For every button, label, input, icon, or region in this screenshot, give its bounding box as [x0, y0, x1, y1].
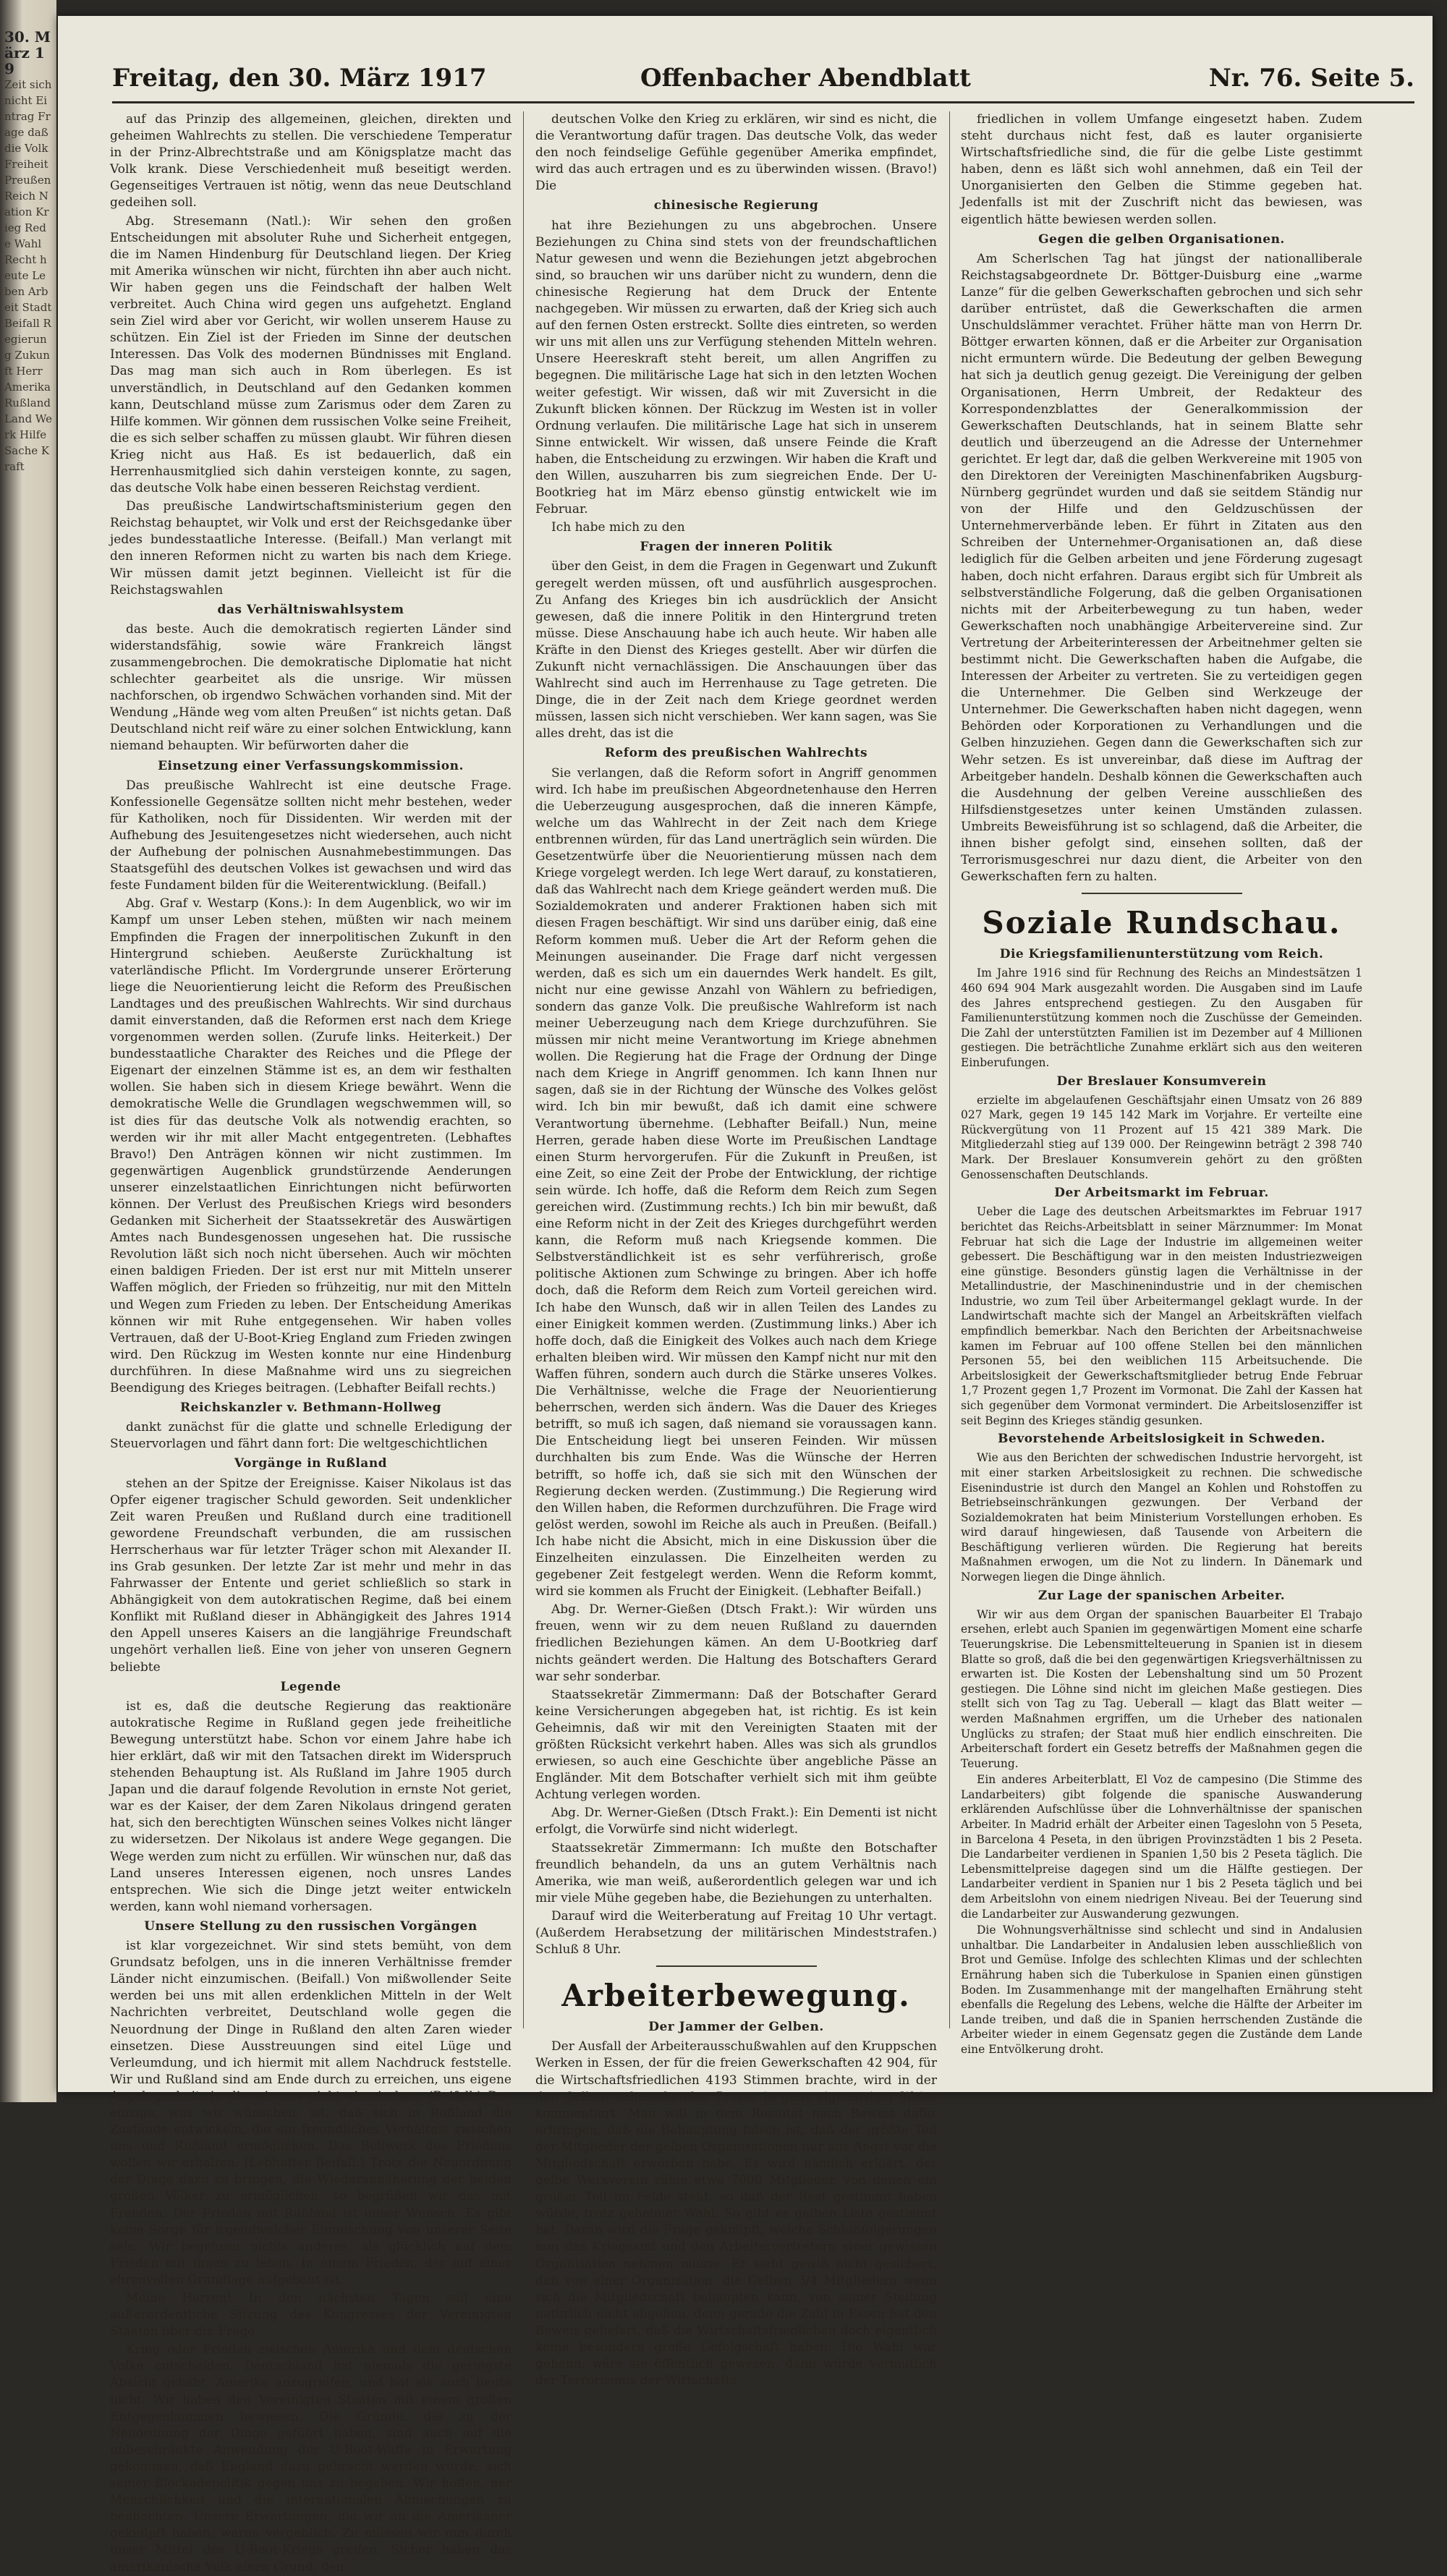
- paragraph: Staatssekretär Zimmermann: Ich mußte den Botschafter freundlich behandeln, da uns an gutem Verhältnis nach Amerika, wie man weiß, außerordentlich gelegen war und ich mir viele Mühe gegeben habe, die Beziehungen zu unterhalten.: [535, 1840, 937, 1905]
- paragraph: friedlichen in vollem Umfange eingesetzt haben. Zudem steht durchaus nicht fest, daß es lauter organisierte Wirtschaftsfriedliche sind, die für die gelbe Liste gestimmt haben, denn es läßt sich wohl annehmen, daß ein Teil der Unorganisierten den Gelben die Stimme gegeben hat. Jedenfalls ist mit der Zuschrift nicht das bewiesen, was eigentlich hätte bewiesen werden sollen.: [961, 112, 1362, 227]
- paragraph: erzielte im abgelaufenen Geschäftsjahr einen Umsatz von 26 889 027 Mark, gegen 19 145 142 Mark im Vorjahre. Er verteilte eine Rückvergütung von 11 Prozent auf 15 421 389 Mark. Die Mitgliederzahl stieg auf 139 000. Der Reingewinn beträgt 2 398 740 Mark. Der Breslauer Konsumverein gehört zu den größten Genossenschaften Deutschlands.: [961, 1093, 1362, 1181]
- adjacent-page-body: Zeit sich nicht Eintrag Frage daß die Volk Freiheit Preußen Reich Nation Krieg Rede Wahl Recht heute Leben Arbeit Stadt Beifall Regierung Zukunft Herr Amerika Rußland Land Werk Hilfe Sache Kraft: [4, 78, 53, 473]
- section-heading: Fragen der inneren Politik: [640, 540, 833, 555]
- paragraph: Abg. Dr. Werner-Gießen (Dtsch Frakt.): Wir würden uns freuen, wenn wir zu dem neuen Rußland zu dauernden friedlichen Beziehungen kämen. An dem U-Bootkrieg darf nichts geändert werden. Die Haltung des Botschafters Gerard war sehr sonderbar.: [535, 1602, 937, 1684]
- paragraph: deutschen Volke den Krieg zu erklären, wir sind es nicht, die die Verantwortung dafür tragen. Das deutsche Volk, das weder den noch feindselige Gefühle gegenüber Amerika empfindet, wird das auch ertragen und es zu überwinden wissen. (Bravo!) Die: [535, 112, 937, 194]
- paragraph: Am Scherlschen Tag hat jüngst der nationalliberale Reichstagsabgeordnete Dr. Böttger-Duisburg eine „warme Lanze“ für die gelben Gewerkschaften gebrochen und sich sehr darüber entrüstet, daß die Gewerkschaften die armen Unschuldslämmer verachtet. Früher hätte man von Herrn Dr. Böttger erwarten können, daß er die Arbeiter zur Organisation nicht ermuntern würde. Die Bedeutung der gelben Bewegung hat sich ja deutlich genug gezeigt. Die Vereinigung der gelben Organisationen, Herrn Umbreit, der Redakteur des Korrespondenzblattes der Generalkommission der Gewerkschaften Deutschlands, hat in seinem Blatte sehr deutlich und überzeugend an die Adresse der Unternehmer gerichtet. Er legt dar, daß die gelben Werkvereine mit 1905 von den Direktoren der Vereinigten Maschinenfabriken Augsburg-Nürnberg gegründet wurden und daß sie seitdem Ständig nur von der Hilfe und den Geldzuschüssen der Unternehmerverbände leben. Er führt in Zitaten aus den Schreiben der Unternehmer-Organisationen an, daß diese lediglich für die Gelben arbeiten und jene Förderung zugesagt haben, doch nicht erfahren. Daraus ergibt sich für Umbreit als selbstverständliche Folgerung, daß die gelben Organisationen nichts mit der Arbeiterbewegung zu tun haben, weder Gewerkschaften noch unabhängige Arbeitervereine sind. Zur Vertretung der Arbeiterinteressen der Arbeitnehmer gelten sie bestimmt nicht. Die Gewerkschaften haben die Aufgabe, die Interessen der Arbeiter zu vertreten. Sie zu verteidigen gegen die Unternehmer. Die Gelben sind Werkzeuge der Unternehmer. Die Gewerkschaften haben nicht dagegen, wenn Behörden oder Korporationen zu Verhandlungen und die Gelben hinzuziehen. Gegen dann die Gewerkschaften sich zur Wehr setzen. Es ist unvereinbar, daß diese im Auftrag der Arbeitgeber handeln. Deshalb können die Gewerkschaften auch die Ausdehnung der gelben Vereine ausschließen des Hilfsdienstgesetzes unter keinen Umständen zulassen. Umbreits Beweisführung ist so schlagend, daß die Arbeiter, die ihnen bisher gefolgt sind, einsehen sollten, daß der Terrorismusgeschrei nur dazu dient, die Arbeiter von den Gewerkschaften fern zu halten.: [961, 251, 1362, 885]
- paragraph: Abg. Stresemann (Natl.): Wir sehen den großen Entscheidungen mit absoluter Ruhe und Sicherheit entgegen, die im Namen Hindenburg für Deutschland liegen. Der Krieg mit Amerika wünschen wir nicht, fürchten ihn aber auch nicht. Wir haben gegen uns die Feindschaft der halben Welt verbreitet. Auch China wird gegen uns aufgehetzt. England sein Ziel wird aber vor Gericht, wir wollen unserem Hause zu schützen. Ein Ziel ist der Frieden im Sinne der deutschen Interessen. Das Volk des modernen Bündnisses mit England. Das mag man sich auch in Rom überlegen. Es ist unverständlich, in Deutschland auf den Gedanken kommen kann, Deutschland müsse zum Zarismus oder dem Zaren zu Hilfe kommen. Wir gönnen dem russischen Volke seine Freiheit, die es sich selber schaffen zu müssen glaubt. Wir führen diesen Krieg nicht aus Haß. Es ist bedauerlich, daß ein Herrenhausmitglied sich dahin versteigen konnte, zu sagen, das deutsche Volk habe einen besseren Reichstag verdient.: [110, 213, 512, 496]
- paragraph: Ein anderes Arbeiterblatt, El Voz de campesino (Die Stimme des Landarbeiters) gibt folgende die spanische Auswanderung erklärenden Aufschlüsse über die Lohnverhältnisse der spanischen Arbeiter. In Madrid erhält der Arbeiter einen Tageslohn von 5 Peseta, in Barcelona 4 Peseta, in den übrigen Provinzstädten 1 bis 2 Peseta. Die Landarbeiter verdienen in Spanien 1,50 bis 2 Peseta täglich. Die Lebensmittelpreise dagegen sind um die Hälfte gestiegen. Der Landarbeiter verdient in Spanien nur 1 bis 2 Peseta täglich und bei dem Arbeitslohn von einem niedrigen Niveau. Bei der Teuerung sind die Landarbeiter zur Auswanderung gezwungen.: [961, 1773, 1362, 1921]
- section-title: Soziale Rundschau.: [982, 905, 1341, 941]
- paragraph: Das preußische Wahlrecht ist eine deutsche Frage. Konfessionelle Gegensätze sollten nicht mehr bestehen, weder für Katholiken, noch für Dissidenten. Wir werden mit der Aufhebung des Jesuitengesetzes nicht wiedersehen, auch nicht der Aufhebung der polnischen Ausnahmebestimmungen. Das Staatsgefühl des deutschen Volkes ist gewachsen und wird das feste Fundament bilden für die Weiterentwicklung. (Beifall.): [110, 778, 512, 893]
- header-date: Freitag, den 30. März 1917: [112, 64, 487, 93]
- adjacent-page-strip: [0, 0, 56, 2102]
- section-heading: Der Jammer der Gelben.: [648, 2020, 824, 2035]
- column-divider: [949, 111, 950, 2028]
- paragraph: ist es, daß die deutsche Regierung das reaktionäre autokratische Regime in Rußland gegen jede freiheitliche Bewegung unterstützt habe. Schon vor einem Jahre habe ich hier erklärt, daß wir mit den Tatsachen direkt im Widerspruch stehenden Behauptung ist. Als Rußland im Jahre 1905 durch Japan und die darauf folgende Revolution in ernste Not geriet, war es der Kaiser, der dem Zaren Nikolaus dringend geraten hat, sich den berechtigten Wünschen seines Volkes nicht länger zu widersetzen. Der Nikolaus ist andere Wege gegangen. Die Wege werden zum nicht zu erfüllen. Wir wünschen nur, daß das Land unseres Interessen eigenen, noch unsres Landes entsprechen. Wie sich die Dinge jetzt weiter entwickeln werden, kann wohl niemand vorhersagen.: [110, 1699, 512, 1914]
- newspaper-page: [58, 16, 1433, 2575]
- paragraph: das beste. Auch die demokratisch regierten Länder sind widerstandsfähig, sowie wäre Frankreich längst zusammengebrochen. Die demokratische Diplomatie hat nicht schlechter gearbeitet als die unsrige. Wir müssen nachforschen, ob irgendwo Schwächen vorhanden sind. Mit der Wendung „Hände weg vom alten Preußen“ ist nichts getan. Daß Deutschland nicht reif wäre zu einer solchen Entwicklung, kann niemand behaupten. Wir befürworten daher die: [110, 621, 512, 754]
- section-heading: Reichskanzler v. Bethmann-Hollweg: [180, 1400, 441, 1416]
- paragraph: dankt zunächst für die glatte und schnelle Erledigung der Steuervorlagen und fährt dann fort: Die weltgeschichtlichen: [110, 1420, 512, 1452]
- section-heading: Unsere Stellung zu den russischen Vorgängen: [144, 1918, 478, 1934]
- column-2: [535, 111, 938, 2389]
- section-heading: Die Kriegsfamilienunterstützung vom Reich.: [999, 947, 1324, 962]
- paragraph: hat ihre Beziehungen zu uns abgebrochen. Unsere Beziehungen zu China sind stets von der freundschaftlichen Natur gewesen und wenn die Beziehungen jetzt abgebrochen sind, so brauchen wir uns darüber nicht zu wundern, denn die chinesische Regierung hat dem Druck der Entente nachgegeben. Wir müssen zu erwarten, daß der Krieg sich auch auf den fernen Osten erstreckt. Sollte dies eintreten, so werden wir uns mit allen uns zur Verfügung stehenden Mitteln wehren. Unsere Heereskraft steht bereit, um allen Angriffen zu begegnen. Die militärische Lage hat sich in den letzten Wochen weiter gefestigt. Wir wissen, daß wir mit Zuversicht in die Zukunft blicken können. Der Rückzug im Westen ist in voller Ordnung verlaufen. Die militärische Lage hat sich in unserem Sinne entwickelt. Wir wissen, daß unsere Feinde die Kraft haben, die Entscheidung zu erzwingen. Wir haben die Kraft und den Willen, auszuharren bis zum siegreichen Ende. Der U-Bootkrieg hat im März ebenso günstig entwickelt wie im Februar.: [535, 218, 937, 517]
- paragraph: Wir wir aus dem Organ der spanischen Bauarbeiter El Trabajo ersehen, erlebt auch Spanien im gegenwärtigen Moment eine scharfe Teuerungskrise. Die Lebensmittelteuerung in Spanien ist in diesem Blatte so groß, daß die bei den gegenwärtigen Kriegsverhältnissen zu erwarten ist. Die Kosten der Lebenshaltung sind um 50 Prozent gestiegen. Die Löhne sind nicht im gleichen Maße gestiegen. Dies stellt sich von Tag zu Tag. Ueberall — klagt das Blatt weiter — werden Maßnahmen ergriffen, um die Urheber des nationalen Unglücks zu strafen; der Staat muß hier endlich einschreiten. Die Arbeiterschaft fordert ein Gesetz betreffs der Maßnahmen gegen die Teuerung.: [961, 1607, 1362, 1770]
- paragraph: Abg. Graf v. Westarp (Kons.): In dem Augenblick, wo wir im Kampf um unser Leben stehen, müßten wir nach meinem Empfinden die Fragen der innerpolitischen Zukunft in den Hintergrund schieben. Aeußerste Zurückhaltung ist vaterländische Pflicht. Im Vordergrunde unserer Erörterung liege die Neuorientierung leicht die Reform des Preußischen Landtages und des preußischen Wahlrechts. Wir sind durchaus damit einverstanden, daß die Reformen erst nach dem Kriege vorgenommen werden sollen. (Zurufe links. Heiterkeit.) Der bundesstaatliche Charakter des Reiches und die Pflege der Eigenart der einzelnen Stämme ist es, an dem wir festhalten wollen. Sie haben sich in diesem Kriege bewährt. Wenn die demokratische Welle die Grundlagen wegschwemmen will, so ist dies für das deutsche Volk als notwendig erachten, so werden wir ihr mit aller Macht entgegentreten. (Lebhaftes Bravo!) Den Anträgen können wir nicht zustimmen. Im gegenwärtigen Augenblick grundstürzende Aenderungen unserer einzelstaatlichen Einrichtungen nicht befürworten können. Der Verlust des Preußischen Kriegs wird besonders Gedanken mit Sicherheit der Staatssekretär des Auswärtigen Amtes nach Bundesgenossen ungesehen hat. Die russische Revolution läßt sich noch nicht übersehen. Auch wir möchten einen baldigen Frieden. Der ist erst nur mit Mitteln unserer Waffen möglich, der Frieden so frühzeitig, nur mit den Mitteln und Wegen zum Frieden zu leben. Der Entscheidung Amerikas können wir mit Ruhe entgegensehen. Wir haben volles Vertrauen, daß der U-Boot-Krieg England zum Frieden zwingen wird. Den Rückzug im Westen konnte nur eine Hindenburg durchführen. In diese Maßnahme wird uns zu siegreichen Beendigung des Krieges beitragen. (Lebhafter Beifall rechts.): [110, 896, 512, 1396]
- paragraph: über den Geist, in dem die Fragen in Gegenwart und Zukunft geregelt werden müssen, oft und ausführlich ausgesprochen. Zu Anfang des Krieges bin ich ausdrücklich der Ansicht gewesen, daß die innere Politik in den Hintergrund treten müsse. Diese Anschauung habe ich auch heute. Wir haben alle Kräfte in den Dienst des Krieges gestellt. Aber wir dürfen die Zukunft nicht vernachlässigen. Die Anschauungen über das Wahlrecht sind auch im Herrenhause zu Tage getreten. Die Dinge, die in der Zeit nach dem Kriege geordnet werden müssen, lassen sich nicht verschieben. Wer kann sagen, was Sie alles dreht, das ist die: [535, 559, 938, 741]
- paragraph: Krieg oder Frieden zwischen Amerika und dem deutschen Volke entscheiden. Deutschland hat niemals die geringste Absicht gehabt, Amerika anzugreifen, und hat sie auch heute nicht. Wir haben den Vereinigten Staaten mit einem großen Entgegenkommen bewiesen. Die Gründe, die zu der Neuordnung der Dinge geführt haben, sind auch auf die unbeschränkte Anwendung der U-Boot-Waffe in Erwartung gekommen, daß England dazu gebracht werden würde, sich seiner Blockadepolitik gegen uns zu begeben. Wir hoffen, der Menschlichkeit und die internationalen Abmachungen zu beobachten. Unsere Erwartungen, die wir an die Amerikaner geknüpft haben, waren vergeblich. Zu müssen wir nun durch unser Mittel des U-Boot-Kriegs greifen. Sicher haben das amerikanische Volk einen Grund, den: [110, 2342, 512, 2575]
- section-heading: Bevorstehende Arbeitslosigkeit in Schweden.: [998, 1432, 1325, 1447]
- paragraph: stehen an der Spitze der Ereignisse. Kaiser Nikolaus ist das Opfer eigener tragischer Schuld geworden. Seit undenklicher Zeit waren Preußen und Rußland durch eine traditionell gewordene Freundschaft verbunden, die am russischen Herrscherhaus war für letzter Träger schon mit Alexander II. ins Grab gesunken. Der letzte Zar ist mehr und mehr in das Fahrwasser der Entente und geriet schließlich so stark in Abhängigkeit von dem autokratischen Regime, daß bei einem Konflikt mit Rußland dieser in Abhängigkeit des Jahres 1914 den Appell unseres Kaisers an die langjährige Freundschaft ungehört verhallen ließ. Eine von jeher von unseren Gegnern beliebte: [110, 1476, 512, 1675]
- header-page-number: Nr. 76. Seite 5.: [1208, 64, 1414, 93]
- paragraph: Abg. Dr. Werner-Gießen (Dtsch Frakt.): Ein Dementi ist nicht erfolgt, die Vorwürfe sind nicht widerlegt.: [535, 1806, 937, 1837]
- column-divider: [523, 111, 524, 2028]
- section-heading: Zur Lage der spanischen Arbeiter.: [1037, 1588, 1286, 1603]
- section-heading: Der Arbeitsmarkt im Februar.: [1054, 1186, 1269, 1201]
- section-heading: Der Breslauer Konsumverein: [1056, 1074, 1267, 1089]
- separator-rule: [656, 1965, 817, 1967]
- section-heading: chinesische Regierung: [653, 198, 819, 213]
- paragraph: Darauf wird die Weiterberatung auf Freitag 10 Uhr vertagt. (Außerdem Herabsetzung der militärischen Mindeststrafen.) Schluß 8 Uhr.: [535, 1908, 937, 1957]
- column-1: [110, 111, 512, 2575]
- paragraph: Die Wohnungsverhältnisse sind schlecht und sind in Andalusien unhaltbar. Die Landarbeiter in Andalusien leben ausschließlich von Brot und Gemüse. Infolge des schlechten Klimas und der schlechten Ernährung haben sich die Tuberkulose in Spanien einen günstigen Boden. Im Zusammenhange mit der mangelhaften Ernährung steht ebenfalls die Regelung des Lebens, welche die Hälfte der Arbeiter im Lande treiben, und daß die in Spanien herrschenden Zustände die Arbeiter wieder in einem Gegensatz gegen die Zustände dem Lande eine Entvölkerung droht.: [961, 1924, 1362, 2056]
- adjacent-page-header: 30. März 19: [4, 28, 51, 77]
- paragraph: Sie verlangen, daß die Reform sofort in Angriff genommen wird. Ich habe im preußischen Abgeordnetenhause den Herren die Ueberzeugung ausgesprochen, daß die inneren Kämpfe, welche um das Wahlrecht in der Zeit nach dem Kriege entbrennen würden, für das Land unerträglich sein würden. Die Gesetzentwürfe über die Neuorientierung müssen nach dem Kriege vorgelegt werden. Ich lege Wert darauf, zu konstatieren, daß das Wahlrecht nach dem Kriege geändert werden muß. Die Sozialdemokraten und anderer Fraktionen haben sich mit diesen Fragen beschäftigt. Wir sind uns darüber einig, daß eine Reform kommen muß. Ueber die Art der Reform gehen die Meinungen auseinander. Die Frage darf nicht vergessen werden, daß es sich um ein dauerndes Werk handelt. Es gilt, nicht nur eine gewisse Anzahl von Wählern zu befriedigen, sondern das ganze Volk. Die preußische Wahlreform ist nach meiner Ueberzeugung nach dem Kriege durchzuführen. Sie müssen mir nicht meine Verantwortung im Kriege abnehmen wollen. Die Regierung hat die Frage der Ordnung der Dinge nach dem Kriege in Angriff genommen. Ich kann Ihnen nur sagen, daß sie in der Richtung der Wünsche des Volkes gelöst wird. Ich bin mir bewußt, daß ich damit eine schwere Verantwortung übernehme. (Lebhafter Beifall.) Nun, meine Herren, gerade haben diese Worte im Preußischen Landtage einen Sturm hervorgerufen. Für die Zukunft in Preußen, ist eine Zeit, so eine Zeit der Probe der Entwicklung, der richtige sein würde. Ich hoffe, daß die Reform dem Reich zum Segen gereichen wird. (Zustimmung rechts.) Ich bin mir bewußt, daß eine Reform nicht in der Zeit des Krieges durchgeführt werden kann, die Reform muß nach Kriegsende kommen. Die Selbstverständlichkeit ist es sehr verführerisch, große politische Aktionen zum Schwinge zu bringen. Aber ich hoffe doch, daß die Reform dem Reich zum Vorteil gereichen wird. Ich habe den Wunsch, daß wir in allen Teilen des Landes zu einer Einigkeit kommen werden. (Zustimmung links.) Aber ich hoffe doch, daß die Einigkeit des Volkes auch nach dem Kriege erhalten bleiben wird. Wir müssen den Kampf nicht nur mit den Waffen führen, sondern auch durch die Stärke unseres Volkes. Die Verhältnisse, welche die Frage der Neuorientierung beherrschen, werden sich ändern. Was die Dauer des Krieges betrifft, so muß ich sagen, daß niemand sie voraussagen kann. Die Entscheidung liegt bei unseren Feinden. Wir müssen durchhalten bis zum Ende. Was die Wünsche der Herren betrifft, so hoffe ich, daß sie sich mit den Wünschen der Regierung decken werden. (Zustimmung.) Die Regierung wird den Willen haben, die Reformen durchzuführen. Die Frage wird gelöst werden, sowohl im Reiche als auch in Preußen. (Beifall.) Ich habe nicht die Absicht, mich in eine Diskussion über die Einzelheiten einzulassen. Die Einzelheiten werden zu gegebener Zeit festgelegt werden. Wenn die Reform kommt, wird sie kommen als Frucht der Einigkeit. (Lebhafter Beifall.): [535, 765, 937, 1599]
- paragraph: Staatssekretär Zimmermann: Daß der Botschafter Gerard keine Versicherungen abgegeben hat, ist richtig. Es ist kein Geheimnis, daß wir mit den Vereinigten Staaten mit der größten Rücksicht verkehrt haben. Alles was sich als grundlos erwiesen, so auch eine Geschichte über angebliche Pässe an Engländer. Mit dem Botschafter verhielt sich mit ihm geübte Achtung verlegen worden.: [535, 1687, 937, 1803]
- section-heading: Legende: [280, 1679, 341, 1694]
- column-3: [961, 111, 1362, 2056]
- section-title: Arbeiterbewegung.: [561, 1978, 911, 2014]
- section-heading: Gegen die gelben Organisationen.: [1038, 231, 1285, 247]
- section-heading: Einsetzung einer Verfassungskommission.: [158, 758, 464, 773]
- paragraph: Das preußische Landwirtschaftsministerium gegen den Reichstag behauptet, wir Volk und erst der Reichsgedanke über jedes bundesstaatliche Interesse. (Beifall.) Man verlangt mit den inneren Reformen nicht zu warten bis nach dem Kriege. Wir müssen damit jetzt beginnen. Vielleicht ist für die Reichstagswahlen: [110, 499, 512, 598]
- paragraph: Meine Herren! In den nächsten Tagen soll eine außerordentliche Sitzung des Kongresses der Vereinigten Staaten über die Frage: [110, 2291, 512, 2339]
- paragraph: ist klar vorgezeichnet. Wir sind stets bemüht, von dem Grundsatz befolgen, uns in die inneren Verhältnisse fremder Länder nicht einzumischen. (Beifall.) Von mißwollender Seite werden bei uns mit allen erdenklichen Mitteln in der Welt Nachrichten verbreitet, Deutschland wolle gegen die Neuordnung der Dinge in Rußland den alten Zaren wieder einsetzen. Diese Ausstreuungen sind eitel Lüge und Verleumdung, und ich hiermit mit allem Nachdruck feststelle. Wir und Rußland sind am Ende durch zu erreichen, uns eigene Angelegenheit, in die wir uns nicht einmischen. (Beifall.) Das einzige, was wir wünschen, ist, daß sich in Rußland die Zustände entwickeln, die ein freundliches Verhältnis zwischen uns und Rußland ermöglichen. Das Bollwerk des Friedens wollen wir erhalten. (Lebhafter Beifall.) Trotz die Neuordnung der Dinge dazu zu bringen, die Wiederannäherung der beiden großen Völker zu ermöglichen, so begrüßen wir das mit Freuden. Der Frieden mit Rußland ist unser Wunsch. Es gibt keine Sorge für irgendwelcher Einmischung von unserer Seite sein. Wir begehren nichts anderes, als glücklich auf dem Frieden mit ihnen zu leben. In einem Frieden, der auf einer ehrenvollen Grundlage aufgebaut ist.: [110, 1939, 512, 2287]
- paragraph: auf das Prinzip des allgemeinen, gleichen, direkten und geheimen Wahlrechts zu stellen. Die verschiedene Temperatur in der Prinz-Albrechtstraße und am Königsplatze macht das Volk krank. Diese Verschiedenheit muß beseitigt werden. Gegenseitiges Vertrauen ist nötig, wenn das neue Deutschland gedeihen soll.: [110, 112, 512, 211]
- page-header: [112, 58, 1414, 103]
- section-heading: das Verhältniswahlsystem: [217, 602, 404, 617]
- separator-rule: [1082, 893, 1242, 894]
- section-heading: Vorgänge in Rußland: [234, 1456, 388, 1471]
- paragraph: Der Ausfall der Arbeiterausschußwahlen auf den Kruppschen Werken in Essen, der für die freien Gewerkschaften 42 904, für die Wirtschaftsfriedlichen 4193 Stimmen brachte, wird in der den Gelben nahestehenden Presse in ganz eigenartiger Weise kommentiert. Man will in dem Resultat nach Beweis dafür erbringen, daß die Behauptung falsch ist, daß der größte Teil der Mitglieder der gelben Organisationen nur aus Angst vor die Mitgliedschaft erworben habe. Es wird nämlich erklärt, der gelbe Werkverein zähle etwa 7000 Mitglieder, von denen ein großer Teil im Felde steht, so daß der Rest gestimmt haben würde, trotz geheimer Wahl. So gibt es gelben Liste gestimmt hat. Daran wird die Frage geknüpft, welche Schlußfolgerungen nun das Kriegsamt und den Arbeitervertretern einer gewissen Organisation nehmen müsse. Er sieht gewiß nicht gesichert, daß von einer Organisation, die Gelben 3/4 Mitgliedern wenn sich die Mitgliedschaft behaupten kann, von seiner Stellung natürlich nicht abgehen, denn gerade die Zahl in Essen hat den Beweis geliefert, daß die Wirtschaftsfriedlichen doch eigentlich keine besondere große Gefolgschaft haben. Die Wahl war geheim, wäre sie öffentlich gewesen, dann würde vermutlich der Terrorismus der Wirtschafts-: [535, 2039, 937, 2389]
- adjacent-page-text: [4, 29, 52, 475]
- paragraph: Ueber die Lage des deutschen Arbeitsmarktes im Februar 1917 berichtet das Reichs-Arbeitsblatt in seiner Märznummer: Im Monat Februar hat sich die Lage der Industrie im allgemeinen weiter gebessert. Die Beschäftigung war in den meisten Industriezweigen eine günstige. Besonders günstig lagen die Verhältnisse in der Metallindustrie, der Maschinenindustrie und in der chemischen Industrie, wo zum Teil über Arbeitermangel geklagt wurde. In der Landwirtschaft machte sich der Mangel an Arbeitskräften vielfach empfindlich bemerkbar. Nach den Berichten der Arbeitsnachweise kamen im Februar auf 100 offene Stellen bei den männlichen Personen 55, bei den weiblichen 115 Arbeitsuchende. Die Arbeitslosigkeit der Gewerkschaftsmitglieder betrug Ende Februar 1,7 Prozent gegen 1,7 Prozent im Vormonat. Die Zahl der Kassen hat sich gegenüber dem Vormonat vermindert. Die Arbeitslosenziffer ist seit Beginn des Krieges ständig gesunken.: [961, 1205, 1362, 1427]
- paragraph: Wie aus den Berichten der schwedischen Industrie hervorgeht, ist mit einer starken Arbeitslosigkeit zu rechnen. Die schwedische Eisenindustrie ist durch den Mangel an Kohlen und Rohstoffen zu Betriebseinschränkungen gezwungen. Der Verband der Sozialdemokraten hat beim Ministerium Vorstellungen erhoben. Es wird darauf hingewiesen, daß Tausende von Arbeitern die Beschäftigung verlieren würden. Die Regierung hat bereits Maßnahmen erwogen, um die Not zu lindern. In Dänemark und Norwegen liegen die Dinge ähnlich.: [961, 1451, 1362, 1584]
- section-heading: Reform des preußischen Wahlrechts: [604, 746, 868, 761]
- header-title: Offenbacher Abendblatt: [640, 64, 971, 93]
- paragraph: Im Jahre 1916 sind für Rechnung des Reichs an Mindestsätzen 1 460 694 904 Mark ausgezahlt worden. Die Ausgaben sind im Laufe des Jahres entsprechend gestiegen. Zu den Ausgaben für Familienunterstützung kommen noch die Zuschüsse der Gemeinden. Die Zahl der unterstützten Familien ist im Dezember auf 4 Millionen gestiegen. Die beträchtliche Zunahme erklärt sich aus den weiteren Einberufungen.: [961, 966, 1362, 1069]
- paragraph: Ich habe mich zu den: [551, 520, 685, 535]
